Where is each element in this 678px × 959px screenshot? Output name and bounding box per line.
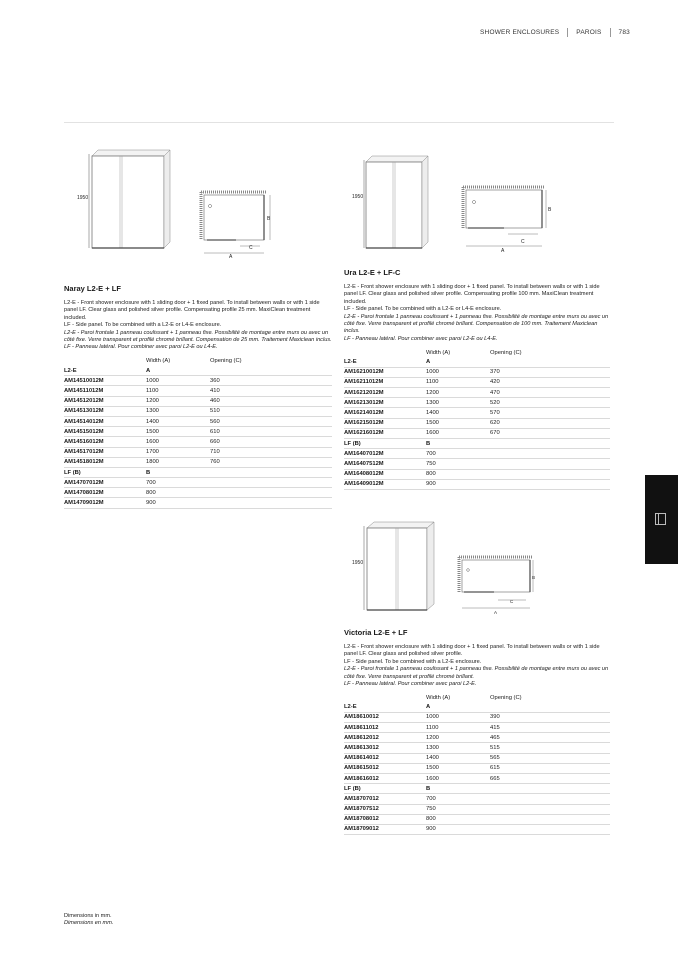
description-fr: LF - Panneau latéral. Pour combiner avec paroi L2-E ou L4-E. [64,344,218,351]
product-description [64,300,332,352]
header-divider [567,28,568,37]
b-dimension-label: B [267,216,271,222]
table-row: AM16409012M 900 [344,479,610,489]
table-group-row [344,357,610,367]
description-en: LF - Side panel. To be combined with a L2-E or L4-E enclosure. [344,306,502,313]
enclosure-top [367,522,434,528]
table-row: AM14511012M 1100 410 [64,386,332,396]
description-fr: LF - Panneau latéral. Pour combiner avec paroi L2-E ou L4-E. [344,335,498,342]
drain-icon [473,201,476,204]
victoria-section [344,628,610,835]
product-title: Naray L2-E + LF [64,284,121,293]
column-header: Opening (C) [490,695,522,702]
table-row: AM16213012M 1300 520 [344,398,610,408]
drain-icon [467,569,470,572]
group-name: L2-E [344,357,426,367]
table-group-row [344,784,610,794]
footer-note [64,913,113,928]
description-en: LF - Side panel. To be combined with a L2-E or L4-E enclosure. [64,322,222,329]
table-header-row [344,693,610,702]
table-row: AM16212012M 1200 470 [344,388,610,398]
a-dimension-label: A [501,248,505,254]
table-row: AM18616012 1600 665 [344,773,610,783]
group-name: L2-E [64,366,146,376]
table-row: AM18614012 1400 565 [344,753,610,763]
description-en: L2-E - Front shower enclosure with 1 sliding door + 1 fixed panel. To install between walls or with 1 side panel LF. Clear glass and polished silver profile. [344,644,600,658]
table-row: AM14512012M 1200 460 [64,396,332,406]
table-header-row [344,348,610,357]
height-dimension-label: 1950 [352,194,364,200]
description-fr: L2-E - Paroi frontale 1 panneau coulissant + 1 panneau fixe. Possibilité de montage entre murs ou avec un côté fixe. Verre transparent et profilé chromé brillant. Compensation de 100 mm. Traitement Maxiclean inclus. [344,313,609,335]
product-description [344,284,610,343]
a-dimension-label: A [494,610,498,615]
table-row: AM18611012 1100 415 [344,723,610,733]
plan-tray [466,190,542,228]
product-table [344,348,610,490]
table-group-row [64,467,332,477]
table-row: AM14707012M 700 [64,478,332,488]
table-row: AM14514012M 1400 560 [64,416,332,426]
page-header [480,28,630,37]
product-table [64,357,332,509]
a-dimension-label: A [229,254,233,260]
description-en: LF - Side panel. To be combined with a L2-E enclosure. [344,658,482,665]
c-dimension-label: C [249,245,253,251]
enclosure-front [92,156,164,248]
description-en: L2-E - Front shower enclosure with 1 sliding door + 1 fixed panel. To install between walls or with 1 side panel LF. Clear glass and polished silver profile. Compensating profile 100 mm. MaxiClean treatment included. [344,284,600,305]
table-row: AM14516012M 1600 660 [64,437,332,447]
column-header: Opening (C) [490,349,522,356]
c-dimension-label: C [510,599,514,604]
description-fr: L2-E - Paroi frontale 1 panneau coulissant + 1 panneau fixe. Possibilité de montage entre murs ou avec un côté fixe. Verre transparent et profilé chromé brillant. [344,666,609,680]
table-row: AM16210012M 1000 370 [344,367,610,377]
table-row: AM18709012 900 [344,824,610,834]
table-row: AM16407012M 700 [344,449,610,459]
table-row: AM18708012 800 [344,814,610,824]
table-row: AM18615012 1500 615 [344,763,610,773]
table-row: AM16216012M 1600 670 [344,428,610,438]
table-row: AM14515012M 1500 610 [64,427,332,437]
group-letter: A [146,366,210,376]
group-letter: B [146,467,210,477]
c-dimension-label: C [521,239,525,245]
section-tab[interactable] [645,475,678,564]
side-panel [427,522,434,610]
top-divider [64,122,614,123]
side-panel [164,150,170,248]
enclosure-front [367,528,427,610]
table-row: AM14708012M 800 [64,488,332,498]
naray-section [64,284,332,509]
column-header: Width (A) [426,695,451,702]
description-fr: L2-E - Paroi frontale 1 panneau coulissant + 1 panneau fixe. Possibilité de montage entre murs ou avec un côté fixe. Verre transparent et profilé chromé brillant. Compensation de 25 mm. Traitement Maxiclean inclus. [64,329,332,344]
table-group-row [344,438,610,448]
table-row: AM14709012M 900 [64,498,332,508]
table-row: AM18707012 700 [344,794,610,804]
shower-enclosure-icon [655,513,666,525]
group-letter: B [426,438,490,448]
b-dimension-label: B [532,575,536,580]
group-letter: A [426,357,490,367]
table-row: AM14517012M 1700 710 [64,447,332,457]
page-number: 783 [618,29,630,36]
table-header-row [64,357,332,366]
group-name: LF (B) [344,784,426,794]
table-row: AM14513012M 1300 510 [64,406,332,416]
section-title-en: SHOWER ENCLOSURES [480,29,560,36]
table-group-row [64,366,332,376]
table-row: AM18610012 1000 390 [344,712,610,722]
table-row: AM16215012M 1500 620 [344,418,610,428]
height-dimension-label: 1950 [352,560,364,566]
column-header: Width (A) [426,349,451,356]
table-row: AM18707512 750 [344,804,610,814]
column-header: Width (A) [146,358,171,365]
ura-diagram [344,148,564,258]
group-name: LF (B) [64,467,146,477]
group-letter: A [426,703,490,713]
section-title-fr: PAROIS [576,29,602,36]
ura-section [344,268,610,490]
victoria-diagram [344,516,564,620]
group-name: LF (B) [344,438,426,448]
table-row: AM14510012M 1000 360 [64,376,332,386]
group-letter: B [426,784,490,794]
product-table [344,693,610,835]
plan-tray [462,560,530,592]
group-name: L2-E [344,703,426,713]
drain-icon [209,205,212,208]
description-fr: LF - Panneau latéral. Pour combiner avec paroi L2-E. [344,681,477,688]
table-row: AM16407512M 750 [344,459,610,469]
table-row: AM18612012 1200 465 [344,733,610,743]
table-row: AM14518012M 1800 760 [64,457,332,467]
footer-note-fr: Dimensions en mm. [64,920,114,927]
table-group-row [344,703,610,713]
side-panel [422,156,428,248]
table-row: AM18613012 1300 515 [344,743,610,753]
table-row: AM16214012M 1400 570 [344,408,610,418]
naray-diagram [64,140,284,262]
product-title: Victoria L2-E + LF [344,628,408,637]
table-row: AM16211012M 1100 420 [344,377,610,387]
enclosure-top [366,156,428,162]
column-header: Opening (C) [210,358,242,365]
product-description [344,644,610,688]
plan-tray [204,195,264,240]
enclosure-top [92,150,170,156]
product-title: Ura L2-E + LF-C [344,268,401,277]
header-divider [610,28,611,37]
footer-note-en: Dimensions in mm. [64,913,112,919]
table-row: AM16408012M 800 [344,469,610,479]
description-en: L2-E - Front shower enclosure with 1 sliding door + 1 fixed panel. To install between walls or with 1 side panel LF. Clear glass and polished silver profile. Compensating profile 25 mm. MaxiClean treatment included. [64,300,320,321]
enclosure-front [366,162,422,248]
height-dimension-label: 1950 [77,195,89,201]
b-dimension-label: B [548,207,552,213]
